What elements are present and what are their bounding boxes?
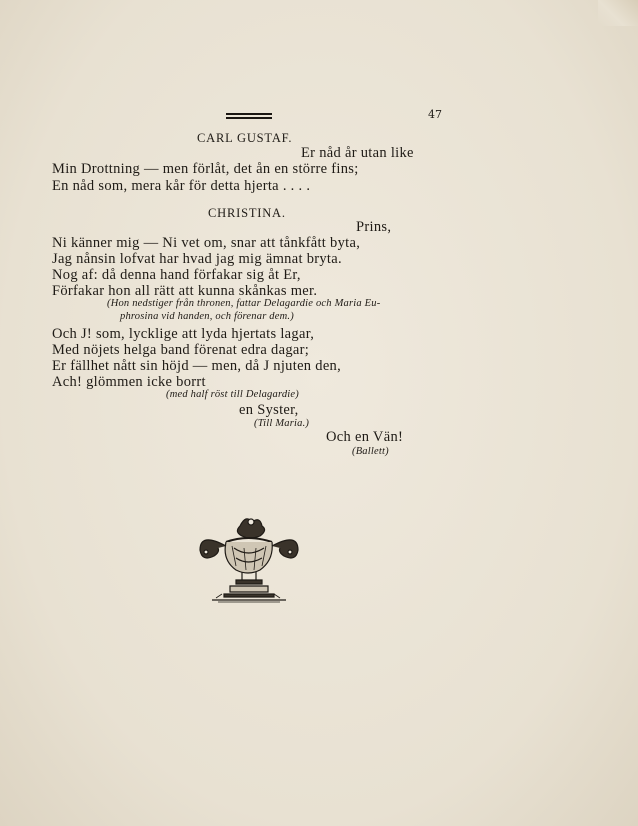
verse-line: Min Drottning — men förlåt, det ån en större fins;	[52, 161, 359, 177]
verse-line: Nog af: då denna hand förfakar sig åt Er,	[52, 267, 301, 283]
verse-line: Er nåd år utan like	[301, 145, 414, 161]
verse-line: Jag nånsin lofvat har hvad jag mig ämnat bryta.	[52, 251, 342, 267]
stage-direction: (Ballett)	[352, 446, 389, 457]
verse-line: en Syster,	[239, 402, 299, 418]
verse-line: En nåd som, mera kår för detta hjerta . . . .	[52, 178, 311, 194]
page-number: 47	[428, 108, 442, 121]
stage-direction: (med half röst till Delagardie)	[166, 389, 299, 400]
verse-line: Ach! glömmen icke borrt	[52, 374, 206, 390]
stage-direction: phrosina vid handen, och förenar dem.)	[120, 311, 294, 322]
verse-line: Med nöjets helga band förenat edra dagar;	[52, 342, 310, 358]
speaker-carl-gustaf: CARL GUSTAF.	[197, 131, 293, 145]
header-double-rule	[226, 113, 272, 121]
verse-line: Er fällhet nått sin höjd — men, då J njuten den,	[52, 358, 342, 374]
verse-line: Ni känner mig — Ni vet om, snar att tånkfått byta,	[52, 235, 361, 251]
verse-line: Förfakar hon all rätt att kunna skånkas mer.	[52, 283, 318, 299]
verse-line: Prins,	[356, 219, 392, 235]
verse-line: Och J! som, lycklige att lyda hjertats lagar,	[52, 326, 315, 342]
stage-direction: (Till Maria.)	[254, 418, 310, 429]
stage-direction: (Hon nedstiger från thronen, fattar Delagardie och Maria Eu-	[107, 298, 381, 309]
speaker-christina: CHRISTINA.	[208, 206, 286, 220]
urn-vignette-icon	[196, 512, 300, 604]
page-corner-fold	[598, 0, 638, 26]
verse-line: Och en Vän!	[326, 429, 404, 445]
